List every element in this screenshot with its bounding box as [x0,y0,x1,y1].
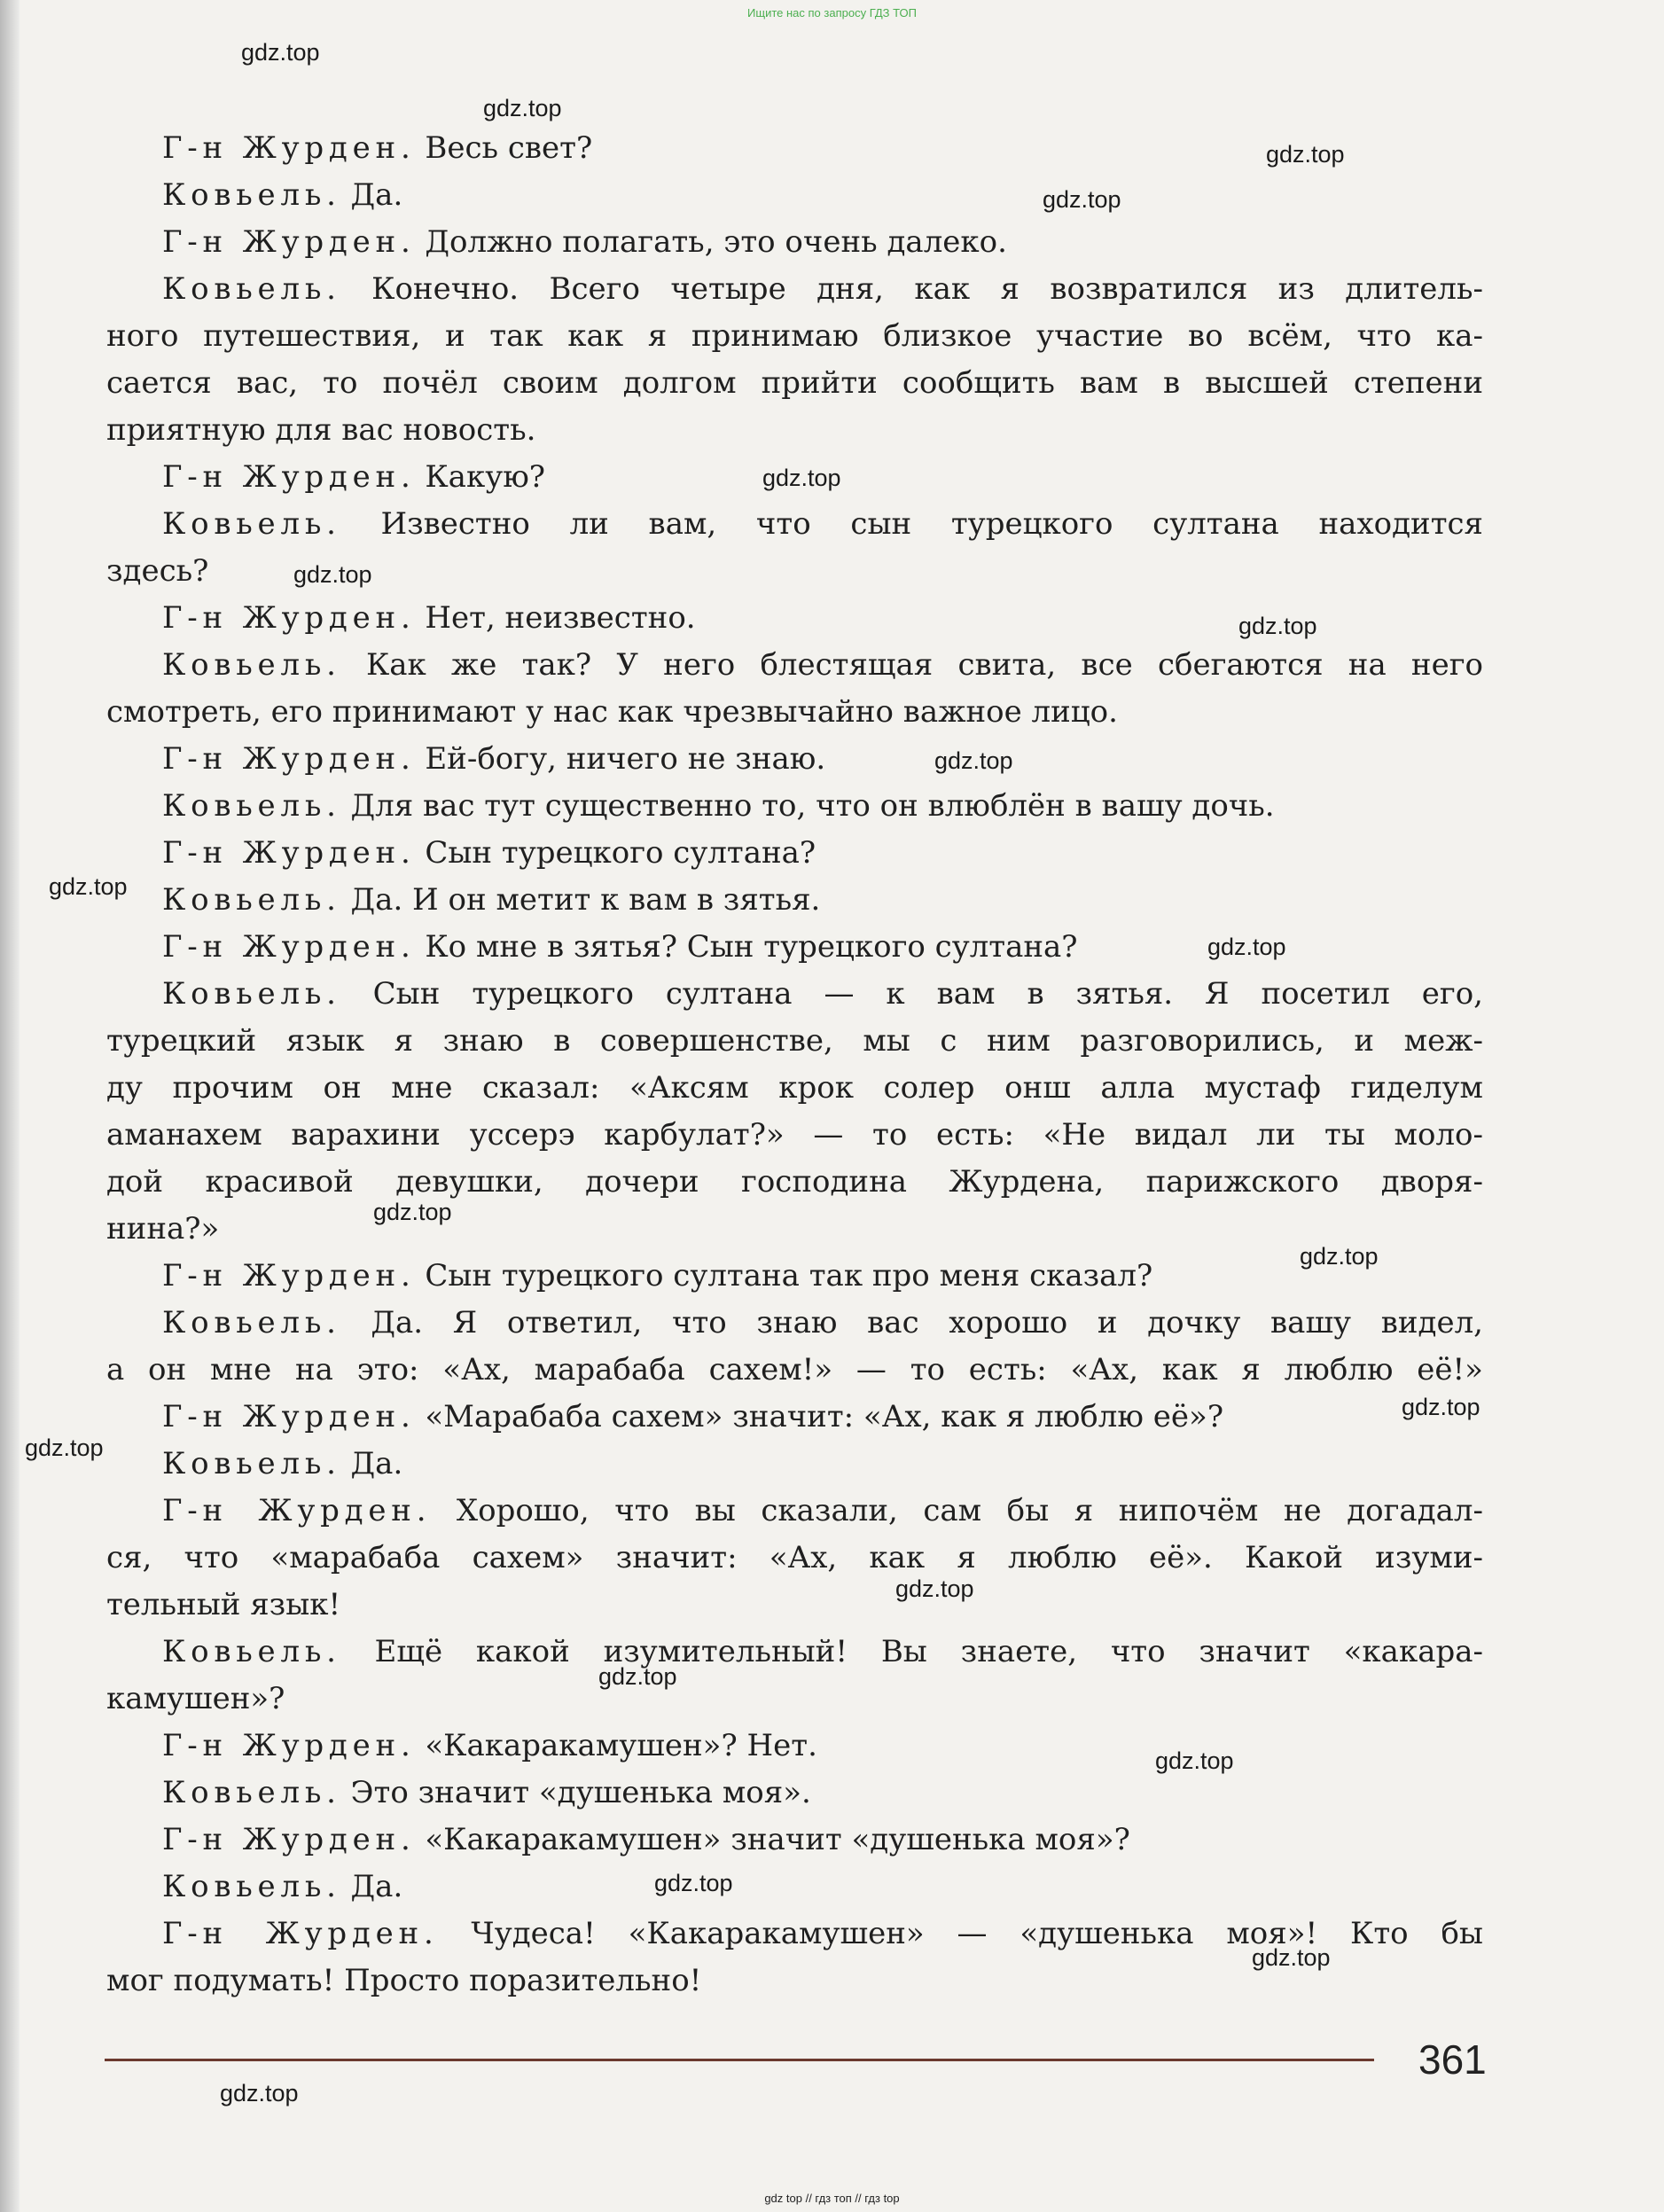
speaker-name: Ковьель. [162,1305,341,1340]
dialogue-line [162,741,1483,777]
line-text: Как же так? У него блестящая свита, все сбегаются на него [365,647,1483,683]
speaker-name: Ковьель. [162,177,341,213]
dialogue-line [162,1775,1483,1810]
footer-rule [105,2059,1374,2061]
dialogue-line [162,1728,1483,1763]
speaker-name: Г-н Журден. [162,224,416,260]
dialogue-line [162,177,1483,213]
page-number: 361 [1418,2036,1487,2083]
line-text: Для вас тут существенно то, что он влюблён в вашу дочь. [350,788,1275,824]
speaker-name: Г-н Журден. [162,1728,416,1763]
dialogue-line [162,1493,1483,1528]
continuation-line: смотреть, его принимают у нас как чрезвычайно важное лицо. [106,694,1118,730]
speaker-name: Ковьель. [162,647,341,683]
dialogue-line [162,1869,1483,1904]
continuation-line: приятную для вас новость. [106,412,536,448]
continuation-line: здесь? [106,553,209,589]
line-text: Хорошо, что вы сказали, сам бы я нипочём не догадал- [456,1493,1483,1528]
line-text: Да. И он метит к вам в зятья. [350,882,821,918]
dialogue-line [162,506,1483,542]
watermark: gdz.top [1155,1747,1234,1774]
watermark: gdz.top [483,95,562,121]
continuation-line: сается вас, то почёл своим долгом прийти сообщить вам в высшей степени [106,365,1483,401]
watermark: gdz.top [241,39,320,66]
dialogue-line [162,1305,1483,1340]
watermark: gdz.top [49,873,128,900]
speaker-name: Г-н Журден. [162,1258,416,1294]
continuation-line: тельный язык! [106,1587,341,1622]
line-text: Какую? [425,459,546,495]
speaker-name: Г-н Журден. [162,1399,416,1434]
continuation-line: камушен»? [106,1681,285,1716]
watermark: gdz.top [762,465,841,491]
line-text: «Марабаба сахем» значит: «Ах, как я люблю её»? [425,1399,1224,1434]
line-text: Нет, неизвестно. [425,600,696,636]
continuation-line: нина?» [106,1211,220,1247]
line-text: Известно ли вам, что сын турецкого султана находится [380,506,1483,542]
watermark: gdz.top [1266,141,1345,168]
watermark: gdz.top [1238,613,1317,639]
continuation-line: турецкий язык я знаю в совершенстве, мы с ним разговорились, и меж- [106,1023,1483,1059]
line-text: Да. [350,1446,403,1481]
dialogue-line [162,1258,1483,1294]
line-text: Ещё какой изумительный! Вы знаете, что значит «какара- [374,1634,1483,1669]
dialogue-line [162,647,1483,683]
dialogue-line [162,788,1483,824]
speaker-name: Г-н Журден. [162,929,416,965]
line-text: Чудеса! «Какаракамушен» — «душенька моя»! Кто бы [471,1916,1483,1951]
watermark: gdz.top [1300,1243,1379,1270]
watermark: gdz.top [1207,934,1286,960]
dialogue-line [162,835,1483,871]
speaker-name: Ковьель. [162,1869,341,1904]
speaker-name: Ковьель. [162,976,341,1012]
line-text: Да. [350,177,403,213]
bottom-banner: gdz top // гдз топ // гдз top [764,2192,900,2205]
watermark: gdz.top [895,1575,974,1602]
continuation-line: аманахем варахини уссерэ карбулат?» — то есть: «Не видал ли ты моло- [106,1117,1483,1153]
line-text: Да. [350,1869,403,1904]
continuation-line: ного путешествия, и так как я принимаю близкое участие во всём, что ка- [106,318,1483,354]
line-text: Сын турецкого султана так про меня сказал? [425,1258,1153,1294]
top-banner: Ищите нас по запросу ГДЗ ТОП [747,6,917,20]
continuation-line: дой красивой девушки, дочери господина Журдена, парижского дворя- [106,1164,1483,1200]
dialogue-line [162,271,1483,307]
speaker-name: Г-н Журден. [162,600,416,636]
speaker-name: Ковьель. [162,271,341,307]
watermark: gdz.top [1402,1394,1480,1420]
speaker-name: Г-н Журден. [162,1493,432,1528]
speaker-name: Г-н Журден. [162,835,416,871]
line-text: «Какаракамушен» значит «душенька моя»? [425,1822,1130,1857]
speaker-name: Ковьель. [162,1775,341,1810]
line-text: Да. Я ответил, что знаю вас хорошо и дочку вашу видел, [371,1305,1483,1340]
speaker-name: Г-н Журден. [162,741,416,777]
line-text: Должно полагать, это очень далеко. [425,224,1007,260]
line-text: Конечно. Всего четыре дня, как я возвратился из длитель- [371,271,1483,307]
watermark: gdz.top [293,561,372,588]
line-text: Это значит «душенька моя». [350,1775,811,1810]
watermark: gdz.top [1252,1944,1331,1971]
line-text: Сын турецкого султана — к вам в зятья. Я посетил его, [372,976,1483,1012]
watermark: gdz.top [1043,186,1121,213]
dialogue-line [162,1399,1483,1434]
speaker-name: Ковьель. [162,1446,341,1481]
dialogue-line [162,224,1483,260]
watermark: gdz.top [373,1199,452,1225]
speaker-name: Г-н Журден. [162,130,416,166]
continuation-line: ся, что «марабаба сахем» значит: «Ах, как я люблю её». Какой изуми- [106,1540,1483,1575]
speaker-name: Г-н Журден. [162,1916,439,1951]
speaker-name: Г-н Журден. [162,459,416,495]
watermark: gdz.top [934,747,1013,774]
speaker-name: Г-н Журден. [162,1822,416,1857]
continuation-line: мог подумать! Просто поразительно! [106,1963,702,1998]
watermark: gdz.top [25,1434,104,1461]
continuation-line: ду прочим он мне сказал: «Аксям крок солер онш алла мустаф гиделум [106,1070,1483,1106]
watermark: gdz.top [598,1663,677,1690]
line-text: «Какаракамушен»? Нет. [425,1728,817,1763]
watermark: gdz.top [220,2080,299,2106]
dialogue-line [162,1822,1483,1857]
page-spine-shadow [0,0,20,2212]
speaker-name: Ковьель. [162,788,341,824]
line-text: Ко мне в зятья? Сын турецкого султана? [425,929,1078,965]
line-text: Сын турецкого султана? [425,835,816,871]
dialogue-line [162,882,1483,918]
speaker-name: Ковьель. [162,882,341,918]
dialogue-line [162,1634,1483,1669]
line-text: Ей-богу, ничего не знаю. [425,741,826,777]
dialogue-line [162,976,1483,1012]
speaker-name: Ковьель. [162,1634,341,1669]
dialogue-line [162,1446,1483,1481]
speaker-name: Ковьель. [162,506,341,542]
continuation-line: а он мне на это: «Ах, марабаба сахем!» — то есть: «Ах, как я люблю её!» [106,1352,1483,1387]
line-text: Весь свет? [425,130,593,166]
watermark: gdz.top [654,1870,733,1896]
